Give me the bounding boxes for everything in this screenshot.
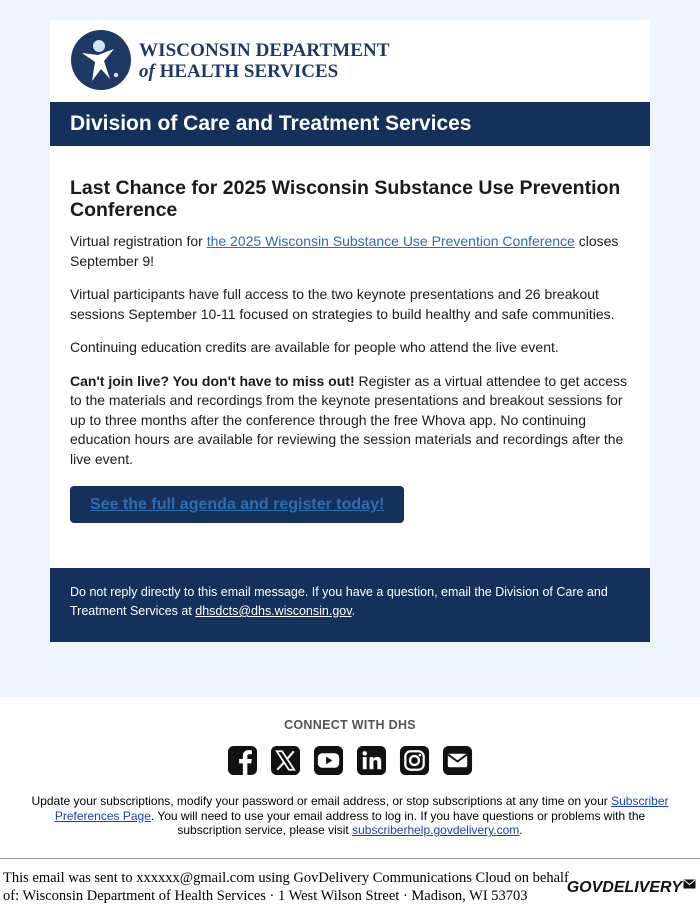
subscriber-preferences-link[interactable]: Subscriber Preferences Page	[54, 794, 669, 823]
footer-note-text: Do not reply directly to this email message. If you have a question, email the Division of Care and Treatment Services at	[70, 585, 608, 618]
govdelivery-logo	[567, 879, 696, 897]
footer-note	[50, 568, 650, 642]
subs-text-1: Update your subscriptions, modify your password or email address, or stop subscriptions at any time on your	[31, 794, 612, 808]
envelope-icon	[683, 879, 696, 889]
register-button[interactable]: See the full agenda and register today!	[70, 486, 404, 523]
org-name-of: of	[139, 61, 155, 82]
p1-text: Virtual registration for	[70, 233, 207, 249]
p1-text-end: closes September 9!	[70, 233, 619, 269]
email-icon[interactable]	[442, 745, 473, 776]
p4-bold: Can't join live? You don't have to miss out!	[70, 372, 355, 389]
youtube-icon[interactable]	[313, 745, 344, 776]
dhs-logo-icon	[70, 29, 132, 91]
subs-text-2: . You will need to use your email address to log in. If you have questions or problems with the subscription service, please visit	[150, 808, 646, 837]
subscription-info	[25, 794, 675, 838]
paragraph-registration	[70, 232, 630, 271]
connect-title: CONNECT WITH DHS	[284, 718, 416, 732]
division-banner: Division of Care and Treatment Services	[50, 102, 650, 146]
org-name-health: HEALTH SERVICES	[159, 61, 339, 82]
p4-text: Register as a virtual attendee to get access to the materials and recordings from the keynote presentations and breakout sessions for up to three months after the conference through the free Whova app. No continuing education hours are available for reviewing the session materials and recordings after the live event.	[70, 372, 627, 467]
instagram-icon[interactable]	[399, 745, 430, 776]
article-title: Last Chance for 2025 Wisconsin Substance Use Prevention Conference	[70, 177, 621, 221]
org-name-line1: WISCONSIN DEPARTMENT	[139, 40, 390, 61]
subs-text-3: .	[519, 823, 523, 837]
sender-footer	[0, 858, 700, 905]
paragraph-credits: Continuing education credits are available for people who attend the live event.	[70, 339, 559, 355]
linkedin-icon[interactable]	[356, 745, 387, 776]
govdelivery-wordmark: GOVDELIVERY	[566, 879, 682, 896]
email-card	[50, 20, 650, 642]
footer-note-end: .	[351, 604, 356, 618]
header	[50, 20, 650, 102]
sender-info: This email was sent to xxxxxx@gmail.com using GovDelivery Communications Cloud on behalf of: Wisconsin Department of Health Services · 1 West Wilson Street · Madison, WI 53703	[3, 870, 569, 904]
article-body	[50, 146, 650, 568]
x-icon[interactable]	[270, 745, 301, 776]
facebook-icon[interactable]	[227, 745, 258, 776]
division-email-link[interactable]: dhsdcts@dhs.wisconsin.gov	[195, 604, 352, 618]
org-name-line2	[139, 61, 338, 83]
subscriber-help-link[interactable]: subscriberhelp.govdelivery.com	[352, 823, 520, 837]
paragraph-virtual	[70, 372, 630, 470]
social-icons	[0, 745, 700, 776]
connect-section	[0, 697, 700, 838]
paragraph-access: Virtual participants have full access to the two keynote presentations and 26 breakout sessions September 10-11 focused on strategies to build healthy and safe communities.	[70, 286, 615, 322]
conference-link[interactable]: the 2025 Wisconsin Substance Use Prevention Conference	[206, 233, 575, 249]
